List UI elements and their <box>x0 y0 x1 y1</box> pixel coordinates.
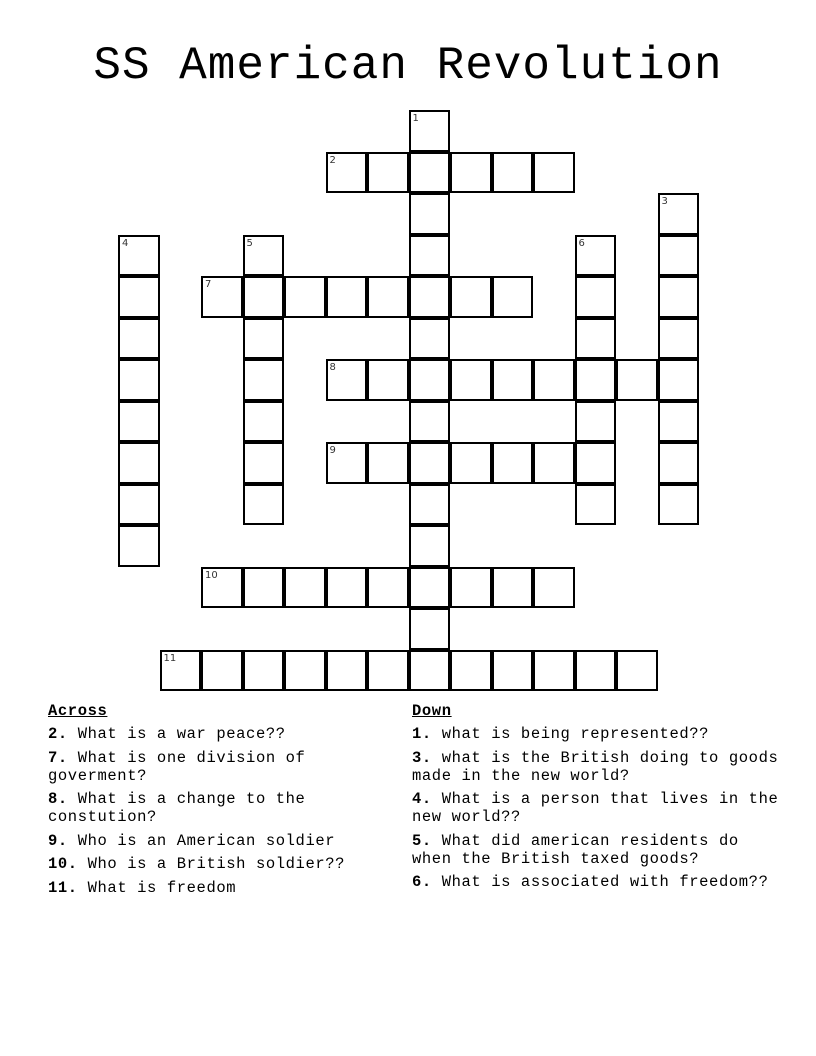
clue-number: 6. <box>412 873 432 891</box>
grid-cell[interactable] <box>492 442 534 484</box>
grid-cell[interactable] <box>118 401 160 443</box>
clue-number: 2. <box>48 725 68 743</box>
grid-cell[interactable] <box>575 650 617 692</box>
grid-cell[interactable] <box>326 359 368 401</box>
grid-cell[interactable] <box>243 484 285 526</box>
clue-text: What is one division of goverment? <box>48 748 306 785</box>
grid-cell[interactable] <box>450 276 492 318</box>
grid-cell[interactable] <box>492 650 534 692</box>
down-heading: Down <box>412 702 452 720</box>
grid-cell[interactable] <box>575 276 617 318</box>
cell-number: 3 <box>661 196 668 207</box>
grid-cell[interactable] <box>409 567 451 609</box>
grid-cell[interactable] <box>118 359 160 401</box>
grid-cell[interactable] <box>367 567 409 609</box>
clue-text: Who is an American soldier <box>77 831 336 850</box>
grid-cell[interactable] <box>284 276 326 318</box>
across-clue <box>48 725 398 743</box>
grid-cell[interactable] <box>118 276 160 318</box>
grid-cell[interactable] <box>658 442 700 484</box>
across-clue <box>48 879 398 897</box>
clue-text: what is the British doing to goods made in the new world? <box>412 748 779 785</box>
across-clues <box>48 702 398 902</box>
clue-text: What is associated with freedom?? <box>441 873 769 891</box>
grid-cell[interactable] <box>118 442 160 484</box>
grid-cell[interactable] <box>409 650 451 692</box>
grid-cell[interactable] <box>409 442 451 484</box>
grid-cell[interactable] <box>492 359 534 401</box>
across-heading: Across <box>48 702 108 720</box>
down-clue <box>412 790 782 826</box>
grid-cell[interactable] <box>409 276 451 318</box>
grid-cell[interactable] <box>575 235 617 277</box>
grid-cell[interactable] <box>575 442 617 484</box>
cell-number: 11 <box>163 652 177 664</box>
grid-cell[interactable] <box>492 152 534 194</box>
grid-cell[interactable] <box>450 152 492 194</box>
grid-cell[interactable] <box>326 567 368 609</box>
clue-number: 7. <box>48 748 68 767</box>
grid-cell[interactable] <box>658 318 700 360</box>
grid-cell[interactable] <box>533 567 575 609</box>
grid-cell[interactable] <box>658 359 700 401</box>
clue-number: 11. <box>48 878 78 897</box>
grid-cell[interactable] <box>450 567 492 609</box>
grid-cell[interactable] <box>243 567 285 609</box>
grid-cell[interactable] <box>243 650 285 692</box>
grid-cell[interactable] <box>201 276 243 318</box>
clue-text: Who is a British soldier?? <box>87 855 346 873</box>
grid-cell[interactable] <box>658 193 700 235</box>
clue-text: What is a person that lives in the new world?? <box>412 790 779 826</box>
grid-cell[interactable] <box>409 235 451 277</box>
grid-cell[interactable] <box>160 650 202 692</box>
clue-number: 3. <box>412 748 432 767</box>
grid-cell[interactable] <box>243 401 285 443</box>
grid-cell[interactable] <box>575 318 617 360</box>
grid-cell[interactable] <box>243 235 285 277</box>
down-clue <box>412 832 782 868</box>
grid-cell[interactable] <box>658 401 700 443</box>
grid-cell[interactable] <box>575 484 617 526</box>
grid-cell[interactable] <box>450 650 492 692</box>
grid-cell[interactable] <box>201 567 243 609</box>
grid-cell[interactable] <box>367 359 409 401</box>
grid-cell[interactable] <box>409 401 451 443</box>
grid-cell[interactable] <box>658 276 700 318</box>
grid-cell[interactable] <box>575 359 617 401</box>
grid-cell[interactable] <box>118 484 160 526</box>
across-clue <box>48 832 398 850</box>
grid-cell[interactable] <box>243 359 285 401</box>
grid-cell[interactable] <box>118 318 160 360</box>
grid-cell[interactable] <box>450 442 492 484</box>
grid-cell[interactable] <box>409 608 451 650</box>
clue-number: 1. <box>412 725 432 743</box>
clue-text: What did american residents do when the British taxed goods? <box>412 831 739 868</box>
across-clue <box>48 855 398 873</box>
grid-cell[interactable] <box>326 442 368 484</box>
across-clue <box>48 749 398 785</box>
grid-cell[interactable] <box>243 442 285 484</box>
grid-cell[interactable] <box>284 650 326 692</box>
grid-cell[interactable] <box>367 152 409 194</box>
grid-cell[interactable] <box>658 235 700 277</box>
grid-cell[interactable] <box>409 152 451 194</box>
cell-number: 10 <box>205 569 218 581</box>
grid-cell[interactable] <box>533 152 575 194</box>
grid-cell[interactable] <box>533 442 575 484</box>
down-clues <box>412 702 782 897</box>
down-clue <box>412 873 782 891</box>
grid-cell[interactable] <box>326 152 368 194</box>
cell-number: 4 <box>122 237 129 249</box>
grid-cell[interactable] <box>201 650 243 692</box>
grid-cell[interactable] <box>409 193 451 235</box>
grid-cell[interactable] <box>533 650 575 692</box>
down-clue <box>412 749 782 785</box>
grid-cell[interactable] <box>284 567 326 609</box>
clue-text: What is a war peace?? <box>77 725 286 743</box>
grid-cell[interactable] <box>658 484 700 526</box>
grid-cell[interactable] <box>243 318 285 360</box>
clue-text: what is being represented?? <box>441 725 710 743</box>
grid-cell[interactable] <box>616 359 658 401</box>
cell-number: 5 <box>246 237 253 249</box>
grid-cell[interactable] <box>409 525 451 567</box>
clue-text: What is a change to the constution? <box>48 790 306 826</box>
clue-number: 5. <box>412 831 432 850</box>
grid-cell[interactable] <box>409 318 451 360</box>
grid-cell[interactable] <box>326 650 368 692</box>
grid-cell[interactable] <box>409 359 451 401</box>
grid-cell[interactable] <box>533 359 575 401</box>
cell-number: 8 <box>329 362 336 373</box>
grid-cell[interactable] <box>243 276 285 318</box>
grid-cell[interactable] <box>575 401 617 443</box>
cell-number: 9 <box>329 445 336 456</box>
grid-cell[interactable] <box>616 650 658 692</box>
clue-number: 10. <box>48 855 78 873</box>
down-clue <box>412 725 782 743</box>
puzzle-title: SS American Revolution <box>93 40 723 92</box>
clue-number: 9. <box>48 831 68 850</box>
grid-cell[interactable] <box>450 359 492 401</box>
grid-cell[interactable] <box>367 276 409 318</box>
grid-cell[interactable] <box>118 525 160 567</box>
cell-number: 1 <box>412 113 419 124</box>
grid-cell[interactable] <box>492 567 534 609</box>
cell-number: 6 <box>578 237 585 249</box>
grid-cell[interactable] <box>326 276 368 318</box>
across-clue <box>48 790 398 826</box>
clue-number: 8. <box>48 790 68 808</box>
clue-text: What is freedom <box>87 878 237 897</box>
grid-cell[interactable] <box>118 235 160 277</box>
clue-number: 4. <box>412 790 432 808</box>
grid-cell[interactable] <box>409 484 451 526</box>
grid-cell[interactable] <box>492 276 534 318</box>
cell-number: 2 <box>329 154 336 166</box>
grid-cell[interactable] <box>367 442 409 484</box>
cell-number: 7 <box>205 279 212 290</box>
grid-cell[interactable] <box>367 650 409 692</box>
grid-cell[interactable] <box>409 110 451 152</box>
